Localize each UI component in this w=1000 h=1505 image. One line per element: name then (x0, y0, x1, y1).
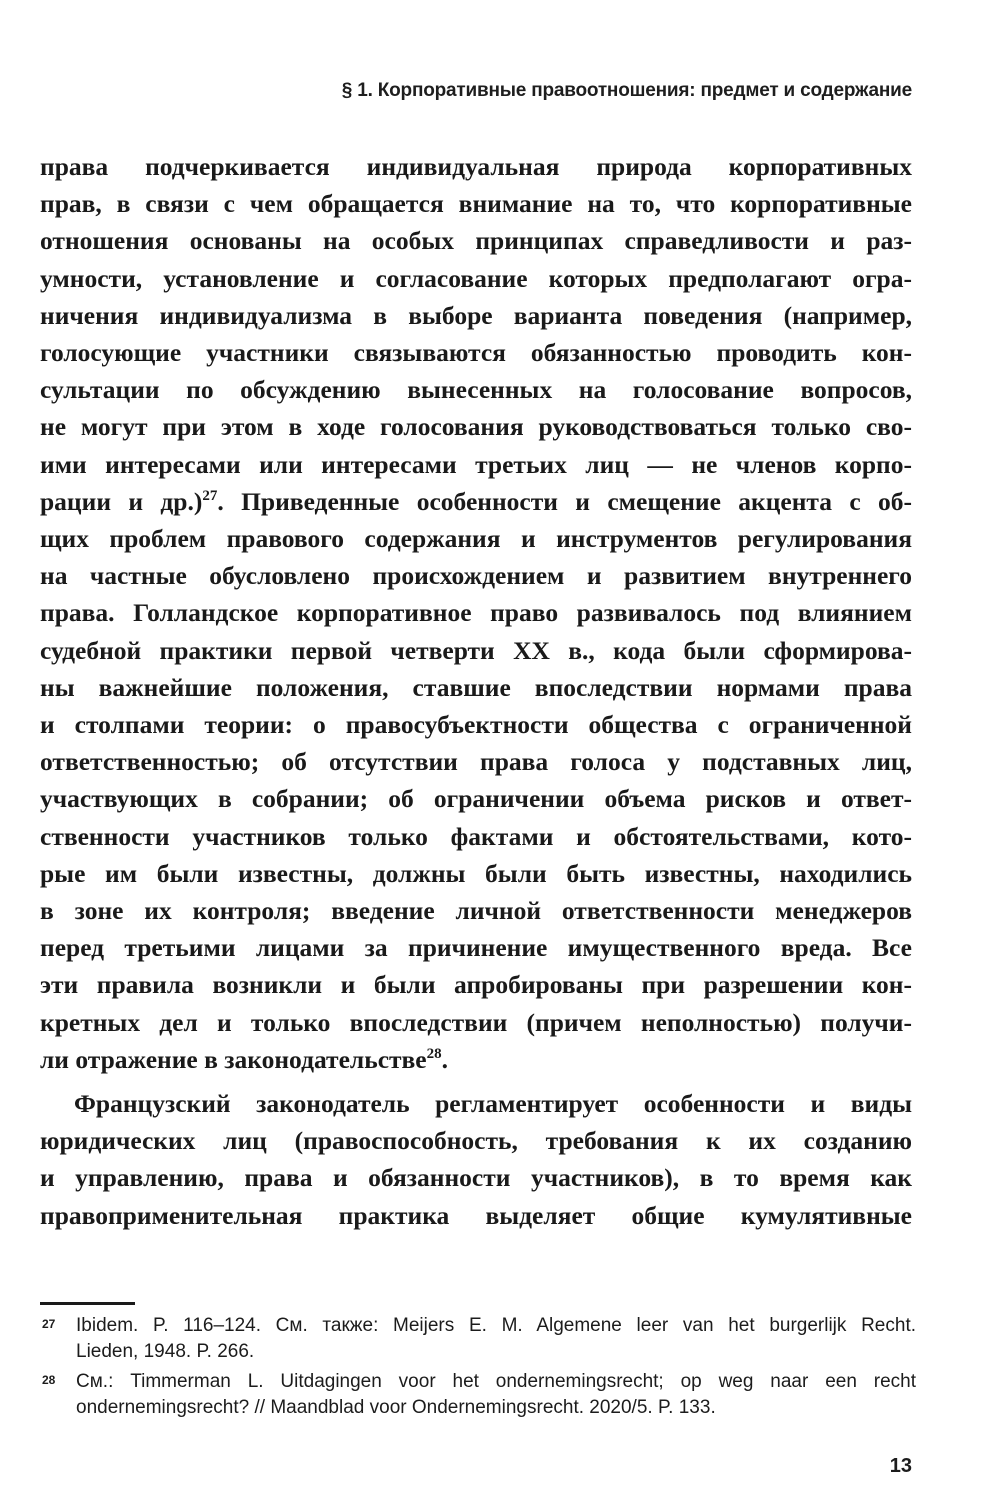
text-line: юридических лиц (правоспособность, требования к их созданию (40, 1126, 912, 1156)
paragraph-1 (40, 148, 912, 1078)
text-line: судебной практики первой четверти XX в., кода были сформирова- (40, 635, 912, 665)
text-line: умности, установление и согласование которых предполагают огра- (40, 263, 912, 293)
text-line: права подчеркивается индивидуальная природа корпоративных (40, 152, 912, 181)
text-line: права. Голландское корпоративное право развивалось под влиянием (40, 598, 912, 628)
text-line: ны важнейшие положения, ставшие впоследствии нормами права (40, 672, 912, 702)
text-segment: . (441, 1044, 448, 1074)
text-line: правоприменительная практика выделяет общие кумулятивные (40, 1200, 912, 1230)
text-line: в зоне их контроля; введение личной ответственности менеджеров (40, 896, 912, 926)
text-line: не могут при этом в ходе голосования руководствоваться только сво- (40, 412, 912, 442)
main-text (40, 148, 912, 1234)
text-segment: рации и др.) (40, 486, 203, 516)
text-line: кретных дел и только впоследствии (причем неполностью) получи- (40, 1007, 912, 1037)
text-line: участвующих в собрании; об ограничении объема рисков и ответ- (40, 784, 912, 814)
footnote-number: 27 (42, 1317, 56, 1331)
text-line: отношения основаны на особых принципах справедливости и раз- (40, 226, 912, 256)
footnote-divider (40, 1302, 135, 1305)
text-line: и столпами теории: о правосубъектности общества с ограниченной (40, 710, 912, 740)
text-line: прав, в связи с чем обращается внимание на то, что корпоративные (40, 189, 912, 219)
text-line: ответственностью; об отсутствии права голоса у подставных лиц, (40, 747, 912, 777)
text-line: щих проблем правового содержания и инструментов регулирования (40, 524, 912, 554)
footnote-number: 28 (42, 1373, 56, 1387)
footnote-line: См.: Timmerman L. Uitdagingen voor het ondernemingsrecht; op weg naar een recht (76, 1371, 916, 1392)
paragraph-2 (40, 1085, 912, 1234)
text-line: эти правила возникли и были апробированы при разрешении кон- (40, 970, 912, 1000)
text-segment: . Приведенные особенности и смещение акцента с об- (217, 486, 912, 516)
footnote-line: ondernemingsrecht? // Maandblad voor Ondernemingsrecht. 2020/5. P. 133. (76, 1397, 716, 1418)
footnote-line: Ibidem. P. 116–124. См. также: Meijers E. M. Algemene leer van het burgerlijk Recht. (76, 1315, 916, 1336)
text-line: голосующие участники связываются обязанностью проводить кон- (40, 338, 912, 368)
text-line-with-footnote-ref (40, 483, 912, 520)
footnotes (40, 1313, 916, 1425)
page-number: 13 (889, 1455, 912, 1477)
text-line: Французский законодатель регламентирует особенности и виды (74, 1089, 912, 1119)
text-line: и управлению, права и обязанности участников), в то время как (40, 1163, 912, 1193)
footnote-27 (40, 1313, 916, 1365)
text-line: ничения индивидуализма в выборе варианта поведения (например, (40, 300, 912, 330)
text-line: перед третьими лицами за причинение имущественного вреда. Все (40, 933, 912, 963)
text-line: рые им были известны, должны были быть известны, находились (40, 858, 912, 888)
text-line: сультации по обсуждению вынесенных на голосование вопросов, (40, 375, 912, 405)
footnote-ref-28[interactable]: 28 (426, 1045, 442, 1062)
running-head: § 1. Корпоративные правоотношения: предмет и содержание (341, 80, 912, 101)
text-line: на частные обусловлено происхождением и развитием внутреннего (40, 561, 912, 591)
text-line-with-footnote-ref (40, 1041, 912, 1078)
footnote-ref-27[interactable]: 27 (202, 487, 218, 504)
text-line: ственности участников только фактами и обстоятельствами, кото- (40, 821, 912, 851)
text-line: ими интересами или интересами третьих лиц — не членов корпо- (40, 449, 912, 479)
footnote-28 (40, 1369, 916, 1421)
text-segment: ли отражение в законодательстве (40, 1044, 427, 1074)
footnote-line: Lieden, 1948. P. 266. (76, 1341, 255, 1362)
